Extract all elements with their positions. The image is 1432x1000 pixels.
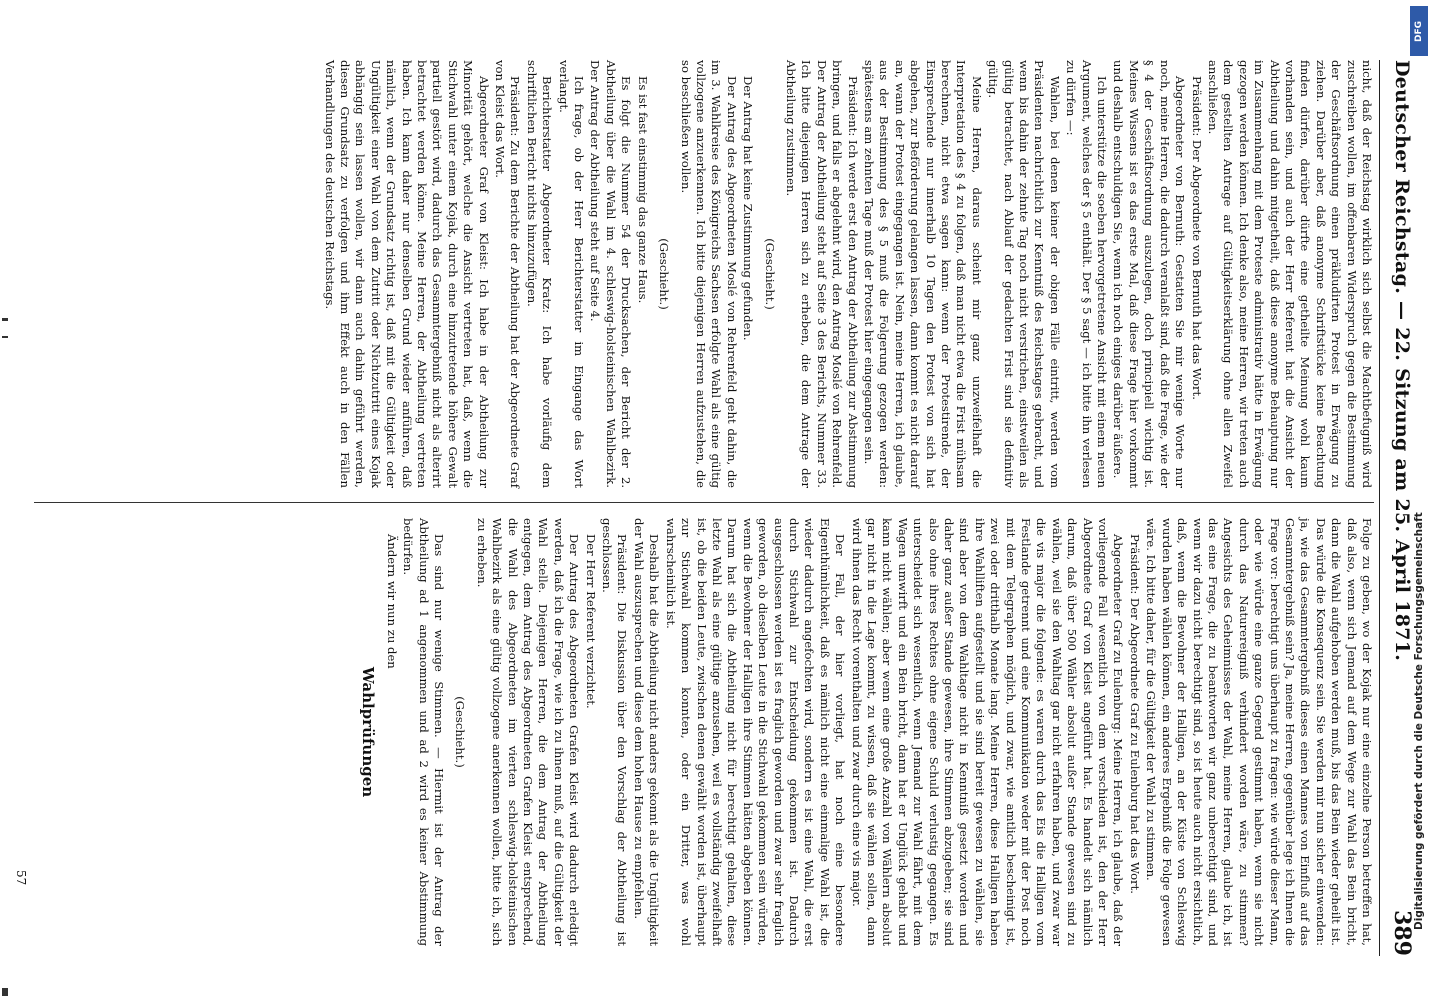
digitization-sidebar [1408,70,1430,930]
page-number: 389 [1389,910,1415,956]
digitization-note: Digitalisierung gefördert durch die Deutsche Forschungsgemeinschaft [1413,512,1425,930]
left-column [34,60,1374,488]
paragraph: Ändern wir nun zu den [384,534,399,669]
speaker-paragraph: Präsident: Zu dem Berichte der Abtheilung hat der Abgeordnete Graf von Kleist das Wort. [493,60,523,488]
paragraph: Der Herr Referent verzichtet. [583,534,598,709]
paragraph: Das sind nur wenige Stimmen. — Hiermit ist der Antrag der Abtheilung ad 1 angenommen und ad 2 wird es keiner Abstimmung bedürfen. [401,518,447,946]
running-title: Deutscher Reichstag. — 22. Sitzung am 25. April 1871. [1391,60,1413,662]
signature-mark: 57 [14,870,28,886]
paragraph: Meine Herren, daraus scheint mir ganz unzweifelhaft die Interpretation des § 4 zu folgen, daß man nicht etwa die Frist mühsam berechnen, nicht etwa sagen kann: wenn der Protestirende, der Einsprechende nur innerhalb 10 Tagen den Protest von sich hat abgehen, zur Beförderung gelangen lassen, dann kommt es nicht darauf an, wann der Protest eingegangen ist. Nein, meine Herren, ich glaube, aus der Bestimmung des § 5 muß die Folgerung gezogen werden: spätestens am zehnten Tage muß der Protest hier eingegangen sein. [862,60,984,488]
speaker-paragraph: Präsident: Die Diskussion über den Vorschlag der Abtheilung ist geschlossen. [600,518,630,946]
paragraph: Es ist fast einstimmig das ganze Haus. [635,76,650,304]
paragraph: Der Fall, der hier vorliegt, hat noch eine besondere Eigenthümlichkeit, daß es nämlich nicht eine einmalige Wahl ist, die wieder dadurch angefochten wird, sondern es ist eine Wahl, die erst durch Stichwahl zur Entscheidung gekommen ist. Dadurch ausgeschlossen werden ist es fraglich geworden und zwar sehr fraglich geworden, ob dieselben Leute in die Stichwahl gekommen sein würden, wenn die Bewohner der Halligen ihre Stimmen hätten abgeben können. Darum hat sich die Abtheilung nicht für berechtigt gehalten, diese letzte Wahl als eine gültige anzusehen, weil es vollständig zweifelhaft ist, ob die beiden Leute, zwischen denen gewählt worden ist, überhaupt zur Stichwahl kommen konnten, oder ein Dritter, was wohl wahrscheinlich ist. [663,518,848,946]
paragraph: nicht, daß der Reichstag wirklich sich selbst die Machtbefugniß wird zuschreiben wollen, im offenbaren Widerspruch gegen die Bestimmung der Geschäftsordnung einen präkludirten Protest in Erwägung zu ziehen. Darüber aber, daß anonyme Schriftstücke keine Beachtung finden dürfen, darüber dürfte eine getheilte Meinung wohl kaum vorhanden sein, und auch der Herr Referent hat die Ansicht der Abtheilung und dahin mitgetheilt, daß diese anonyme Behauptung nur im Zusammenhang mit dem Proteste administrativ hätte in Erwägung gezogen werden können. Ich denke also, meine Herren, wir treten auch dem gestellten Antrage auf Gültigkeitserklärung ohne allen Zweifel anschließen. [1205,60,1374,488]
paragraph: Ich unterstütze die soeben hervorgetretene Ansicht mit einem neuen Argument, welches der § 5 enthält. Der § 5 sagt — ich bitte ihn verlesen zu dürfen —: [1064,60,1110,488]
stage-direction: (Geschieht.) [657,238,672,310]
speaker-paragraph: Präsident: Ich werde erst den Antrag der Abtheilung zur Abstimmung bringen, und falls er abgelehnt wird, den Antrag Moslé von Rehrenfeld. Der Antrag der Abtheilung steht auf Seite 3 des Berichts, Nummer 33. Ich bitte diejenigen Herren sich zu erheben, die dem Antrage der Abtheilung zustimmen. [783,60,860,488]
paragraph: Abgeordneter von Bernuth: Gestatten Sie mir wenige Worte nur noch, meine Herren, die dadurch veranlaßt sind, daß die Frage, wie der § 4 der Geschäftsordnung auszulegen, doch principiell wichtig ist. Meines Wissens ist es das erste Mal, daß diese Frage hier vorkommt und deshalb entschuldigen Sie, wenn ich noch einiges darüber äußere. [1111,60,1188,488]
paragraph: Es folgt die Nummer 54 der Drucksachen, der Bericht der 2. Abtheilung über die Wahl im 4. schleswig-holsteinischen Wahlbezirk. Der Antrag der Abtheilung steht auf Seite 4. [588,60,634,488]
paragraph: Der Antrag des Abgeordneten Grafen Kleist wird dadurch erledigt werden, daß ich die Frage, wie ich zu ihnen muß, auf die Gültigkeit der Wahl stelle. Diejenigen Herren, die dem Antrag der Abtheilung entgegen, dem Antrag des Abgeordneten Grafen Kleist entsprechend, die Wahl des Abgeordneten im vierten schleswig-holsteinischen Wahlbezirk als eine gültig vollzogene anerkennen wollen, bitte ich, sich zu erheben. [474,518,582,946]
dfg-logo: DFG [1410,6,1428,56]
paragraph: Der Antrag des Abgeordneten Moslé von Rehrenfeld geht dahin, die im 3. Wahlkreise des Königreichs Sachsen erfolgte Wahl als eine gültig vollzogene anzuerkennen. Ich bitte diejenigen Herren aufzustehen, die so beschließen wollen. [678,60,739,488]
quote-paragraph: Wahlen, bei denen keiner der obigen Fälle eintritt, werden vom Präsidenten nachrichtlich zur Kenntniß des Reichstages gebracht, und wenn bis dahin der zehnte Tag noch nicht verstrichen, einstweilen als gültig betrachtet, nach Ablauf der gedachten Frist sind sie definitiv gültig. [986,60,1062,488]
stage-direction: (Geschieht.) [453,696,468,768]
speaker-paragraph: Abgeordneter Graf zu Eulenburg: Meine Herren, ich glaube, daß der vorliegende Fall wesentlich von dem verschieden ist, den der Herr Abgeordnete Graf von Kleist angeführt hat. Es handelt sich nämlich darum, daß über 500 Wähler absolut außer Stande gewesen sind zu wählen, weil sie den Wahltag gar nicht erfahren haben, und zwar war die vis major die folgende: es waren durch das Eis die Halligen vom Festlande getrennt und eine Kommunikation weder mit der Post noch mit dem Telegraphen möglich, und zwar, wie amtlich bescheinigt ist, zwei oder dritthalb Monate lang. Meine Herren, diese Halligen haben ihre Wahlliften aufgestellt und sie sind bereit gewesen zu wählen, sie sind aber von dem Wahltage nicht in Kenntniß gesetzt worden und daher ganz außer Stande gewesen, ihre Stimmen abzugeben; sie sind also ohne ihres Rechtes ohne eigene Schuld verlustig gegangen. Es unterscheidet sich wesentlich, wenn Jemand zur Wahl fährt, mit dem Wagen umwirft und ein Bein bricht, dann hat er Unglück gehabt und kann nicht wählen; aber wenn eine große Anzahl von Wählern absolut gar nicht in die Lage kommt, zu wissen, daß sie wählen sollen, dann wird ihnen das Recht vorenthalten und zwar durch eine vis major. [849,518,1126,946]
speaker-paragraph: Abgeordneter Graf von Kleist: Ich habe in der Abtheilung zur Minorität gehört, welche die Ansicht vertreten hat, daß, wenn die Stichwahl unter einem Kojak, durch eine hinzutretende höhere Gewalt partiell gestört wird, dadurch das Gesammtergebniß nicht als alterirt betrachtet werden könne. Meine Herren, der Abtheilung vertreten haben. Ich kann daher nur denselben Grund wieder anführen, daß nämlich, wenn der Grundsatz richtig ist, daß mit die Gültigkeit oder Ungültigkeit einer Wahl von dem Zutritt oder Nichtzutritt eines Kojak abhängig sein lassen wollen, wir dann auch dahin geführt werden, diesen Grundsatz zu verfolgen und ihm Effekt auch in den Fällen Verhandlungen des deutschen Reichstags. [322,60,491,488]
column-divider [34,502,1374,503]
speaker-paragraph: Präsident: Der Abgeordnete Graf zu Eulenburg hat das Wort. [1127,534,1142,894]
paragraph: Folge zu geben, wo der Kojak nur eine einzelne Person betreffen hat, daß also, wenn sich Jemand auf dem Wege zur Wahl das Bein bricht, dann die Wahl aufgehoben werden muß, bis das Bein wieder geheilt ist. Das würde die Konsequenz sein. Sie werden mir nun sicher einwenden: ja, wie das Gesammtergebniß dieses einen Mannes von Einfluß auf das Gesammtergebniß sein? Ja, meine Herren, gegenüber lege ich Ihnen die Frage vor: berechtigt uns überhaupt zu fragen: wie würde dieser Mann, oder wie würde eine ganze Gegend gestimmt haben, wenn sie nicht durch das Naturereigniß verhindert worden wäre, zu stimmen? Angesichts des Geheimnisses der Wahl, meine Herren, glaube ich, ist das eine Frage, die zu beantworten wir ganz unberechtigt sind, und wenn wir dazu nicht berechtigt sind, so ist heute auch nicht ersichtlich, daß, wenn die Bewohner der Halligen, an der Küste von Schleswig wurden haben wählen können, ein anderes Ergebniß die Folge gewesen wäre. Ich bitte daher, für die Gültigkeit der Wahl zu stimmen. [1144,518,1374,946]
stage-direction: (Geschieht.) [762,238,777,310]
right-column [34,518,1374,946]
paragraph: Deshalb hat die Abtheilung nicht anders gekonnt als die Ungültigkeit der Wahl auszusprechen und diese dem hohen Hause zu empfehlen. [631,518,662,946]
paragraph: Der Antrag hat keine Zustimmung gefunden. [741,76,756,341]
speaker-paragraph: Präsident: Der Abgeordnete von Bernuth hat das Wort. [1189,76,1204,400]
paragraph: Ich frage, ob der Herr Berichterstatter im Eingange das Wort verlangt. [556,60,587,488]
speaker-paragraph: Berichterstatter Abgeordneter Kratz: Ich habe vorläufig dem schriftlichen Bericht nichts hinzuzufügen. [524,60,555,488]
section-heading: Wahlprüfungen [359,666,378,798]
